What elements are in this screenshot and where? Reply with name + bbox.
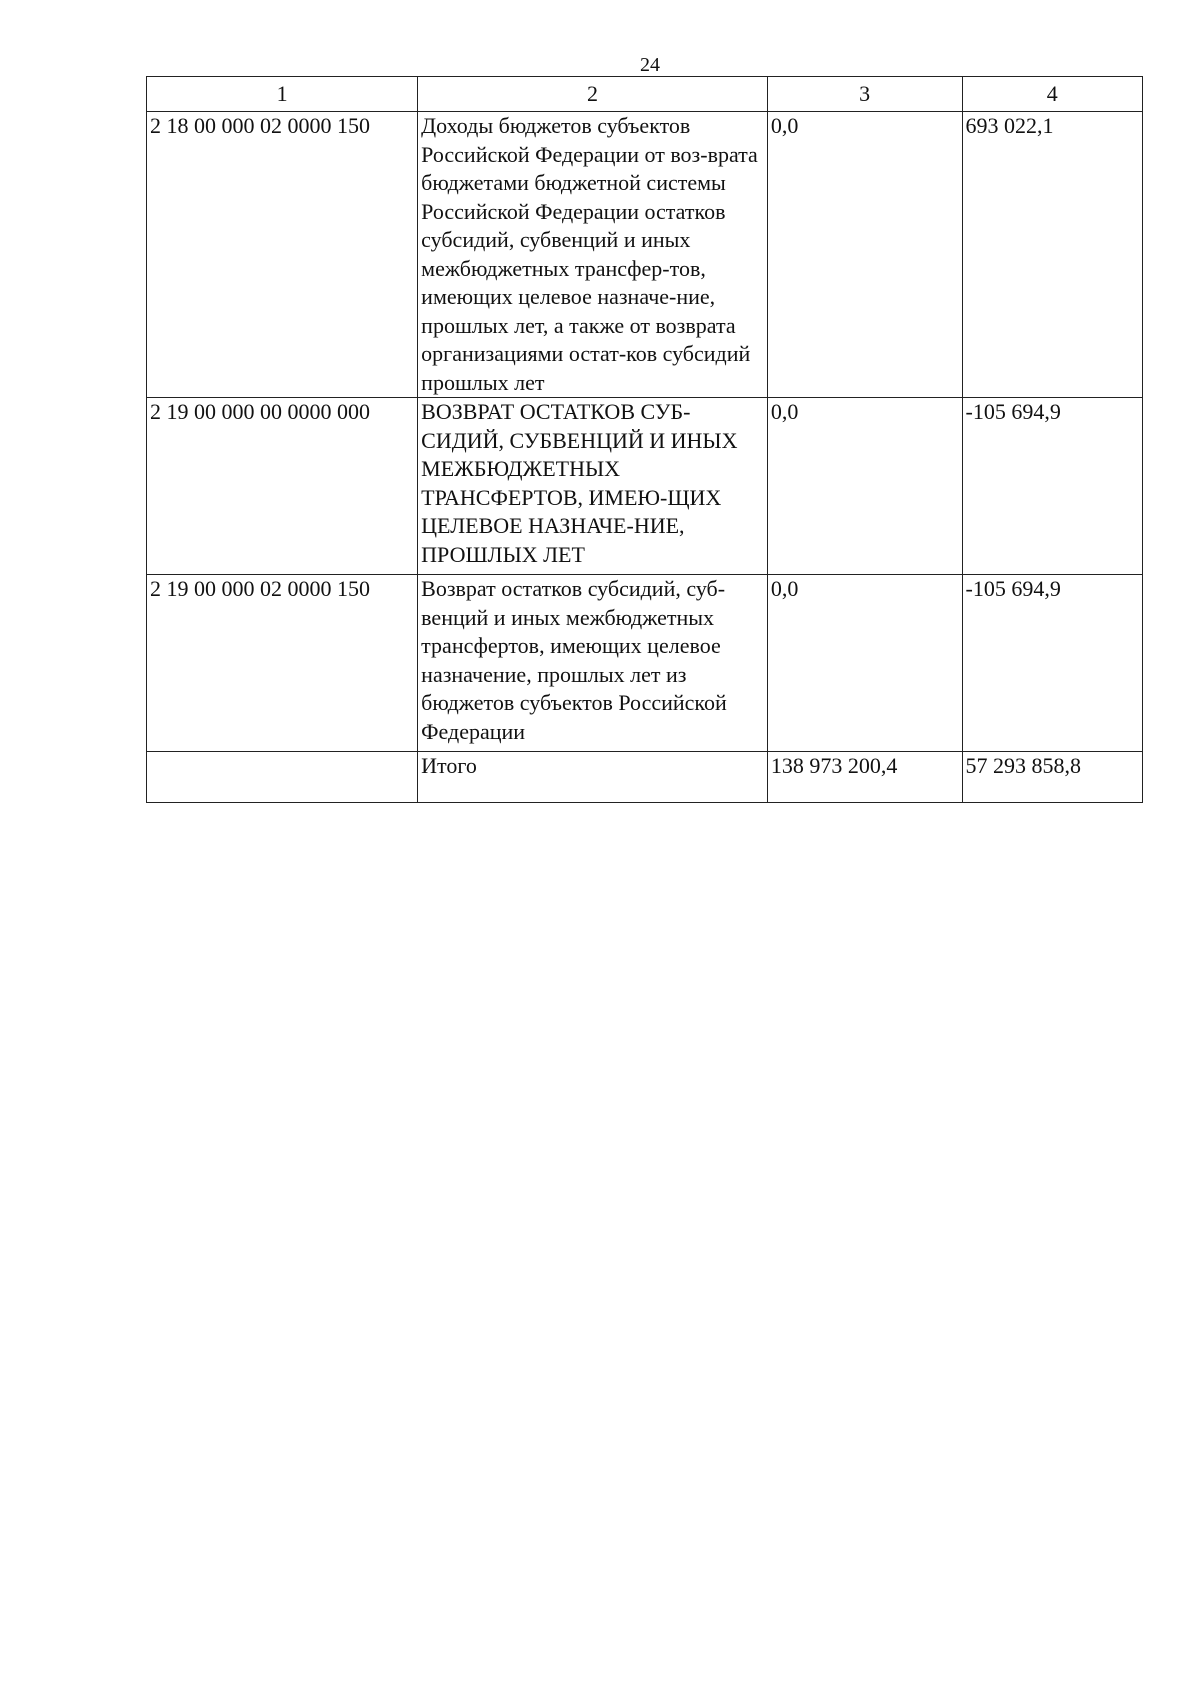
total-label: Итого (418, 752, 768, 803)
total-code (147, 752, 418, 803)
table-row (147, 398, 1143, 575)
table-header (147, 77, 1143, 112)
row-value-col4: -105 694,9 (962, 575, 1142, 752)
header-col-3: 3 (767, 77, 962, 112)
row-value-col3: 0,0 (767, 112, 962, 398)
table-row (147, 575, 1143, 752)
table-body (147, 112, 1143, 803)
header-row (147, 77, 1143, 112)
total-value-col3: 138 973 200,4 (767, 752, 962, 803)
page-number: 24 (640, 54, 660, 76)
row-code: 2 18 00 000 02 0000 150 (147, 112, 418, 398)
budget-table (146, 76, 1143, 803)
row-value-col4: 693 022,1 (962, 112, 1142, 398)
table-row (147, 112, 1143, 398)
header-col-1: 1 (147, 77, 418, 112)
row-name: ВОЗВРАТ ОСТАТКОВ СУБ-СИДИЙ, СУБВЕНЦИЙ И ИНЫХ МЕЖБЮДЖЕТНЫХ ТРАНСФЕРТОВ, ИМЕЮ-ЩИХ ЦЕЛЕВОЕ НАЗНАЧЕ-НИЕ, ПРОШЛЫХ ЛЕТ (418, 398, 768, 575)
row-value-col4: -105 694,9 (962, 398, 1142, 575)
row-name: Возврат остатков субсидий, суб-венций и иных межбюджетных трансфертов, имеющих целевое назначение, прошлых лет из бюджетов субъектов Российской Федерации (418, 575, 768, 752)
header-col-2: 2 (418, 77, 768, 112)
row-name: Доходы бюджетов субъектов Российской Федерации от воз-врата бюджетами бюджетной системы Российской Федерации остатков субсидий, субвенций и иных межбюджетных трансфер-тов, имеющих целевое назначе-ние, прошлых лет, а также от возврата организациями остат-ков субсидий прошлых лет (418, 112, 768, 398)
total-value-col4: 57 293 858,8 (962, 752, 1142, 803)
row-value-col3: 0,0 (767, 398, 962, 575)
row-code: 2 19 00 000 00 0000 000 (147, 398, 418, 575)
total-row (147, 752, 1143, 803)
row-code: 2 19 00 000 02 0000 150 (147, 575, 418, 752)
row-value-col3: 0,0 (767, 575, 962, 752)
header-col-4: 4 (962, 77, 1142, 112)
